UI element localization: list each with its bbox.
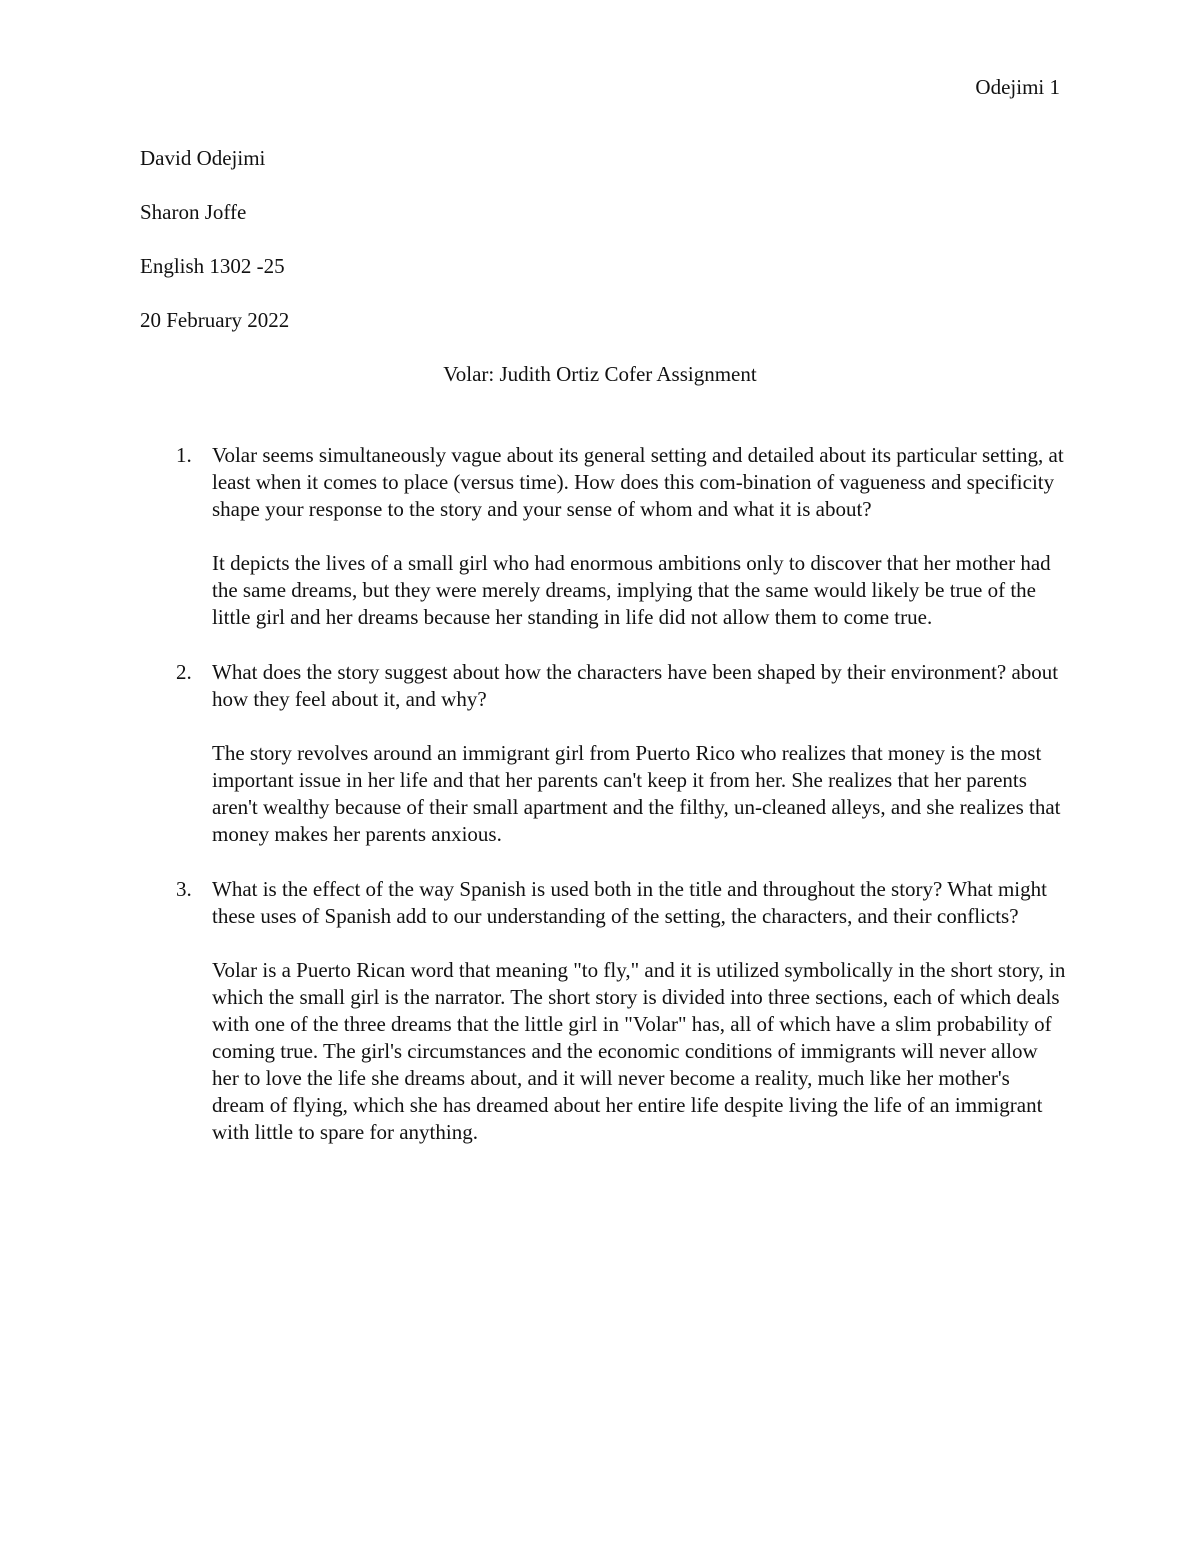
answer-text: Volar is a Puerto Rican word that meaning "to fly," and it is utilized symbolically in the short story, in which the small girl is the narrator. The short story is divided into three sections, each of which deals with one of the three dreams that the little girl in "Volar" has, all of which have a slim probability of coming true. The girl's circumstances and the economic conditions of immigrants will never allow her to love the life she dreams about, and it will never become a reality, much like her mother's dream of flying, which she has dreamed about her entire life despite living the life of an immigrant with little to spare for anything. bbox=[212, 958, 1066, 1144]
answer-text: The story revolves around an immigrant girl from Puerto Rico who realizes that money is the most important issue in her life and that her parents can't keep it from her. She realizes that her parents aren't wealthy because of their small apartment and the filthy, un-cleaned alleys, and she realizes that money makes her parents anxious. bbox=[212, 741, 1061, 846]
question-text: What is the effect of the way Spanish is used both in the title and throughout the story? What might these uses of Spanish add to our understanding of the setting, the characters, and their conflicts? bbox=[212, 877, 1047, 928]
question-number: 1. bbox=[176, 443, 192, 467]
question-text: Volar seems simultaneously vague about its general setting and detailed about its particular setting, at least when it comes to place (versus time). How does this com-bination of vagueness and specificity shape your response to the story and your sense of whom and what it is about? bbox=[212, 443, 1064, 521]
answer-text: It depicts the lives of a small girl who had enormous ambitions only to discover that her mother had the same dreams, but they were merely dreams, implying that the same would likely be true of the little girl and her dreams because her standing in life did not allow them to come true. bbox=[212, 551, 1051, 629]
question-list bbox=[176, 442, 1066, 1174]
question-number: 2. bbox=[176, 660, 192, 684]
question-item-2 bbox=[176, 659, 1066, 848]
question-item-3 bbox=[176, 876, 1066, 1146]
question-number: 3. bbox=[176, 877, 192, 901]
course-name: English 1302 -25 bbox=[140, 254, 285, 278]
student-name: David Odejimi bbox=[140, 146, 266, 170]
question-text: What does the story suggest about how the characters have been shaped by their environment? about how they feel about it, and why? bbox=[212, 660, 1059, 711]
instructor-name: Sharon Joffe bbox=[140, 200, 247, 224]
page-number-header: Odejimi 1 bbox=[975, 75, 1060, 99]
question-item-1 bbox=[176, 442, 1066, 631]
assignment-date: 20 February 2022 bbox=[140, 308, 290, 332]
document-title: Volar: Judith Ortiz Cofer Assignment bbox=[443, 362, 757, 386]
